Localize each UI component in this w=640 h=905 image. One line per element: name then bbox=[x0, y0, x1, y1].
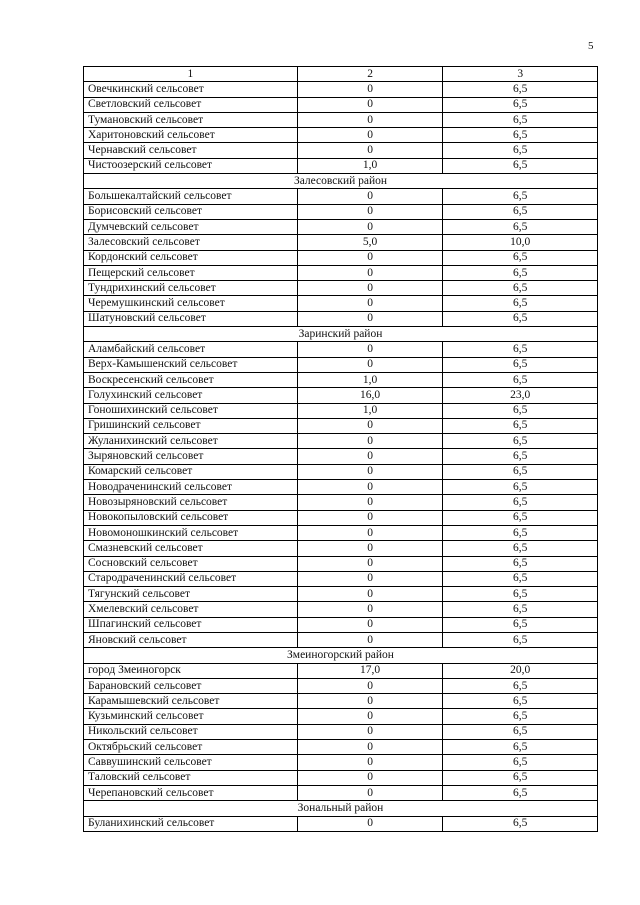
settlement-name-cell: Чистоозерский сельсовет bbox=[84, 158, 298, 173]
column-3-value-cell: 6,5 bbox=[443, 112, 598, 127]
settlement-name-cell: Залесовский сельсовет bbox=[84, 235, 298, 250]
settlement-name-cell: Овечкинский сельсовет bbox=[84, 82, 298, 97]
settlement-name-cell: Борисовский сельсовет bbox=[84, 204, 298, 219]
settlement-name-cell: Новодраченинский сельсовет bbox=[84, 480, 298, 495]
settlement-name-cell: Гришинский сельсовет bbox=[84, 418, 298, 433]
settlement-name-cell: Гоношихинский сельсовет bbox=[84, 403, 298, 418]
table-row bbox=[84, 250, 598, 265]
settlement-name-cell: Чернавский сельсовет bbox=[84, 143, 298, 158]
settlement-name-cell: Аламбайский сельсовет bbox=[84, 342, 298, 357]
column-2-value-cell: 0 bbox=[297, 112, 443, 127]
column-3-value-cell: 6,5 bbox=[443, 602, 598, 617]
table-row bbox=[84, 265, 598, 280]
column-2-value-cell: 1,0 bbox=[297, 372, 443, 387]
table-row bbox=[84, 632, 598, 647]
settlement-name-cell: город Змеиногорск bbox=[84, 663, 298, 678]
table-row bbox=[84, 541, 598, 556]
settlement-name-cell: Воскресенский сельсовет bbox=[84, 372, 298, 387]
column-2-value-cell: 0 bbox=[297, 709, 443, 724]
settlement-name-cell: Тумановский сельсовет bbox=[84, 112, 298, 127]
district-name: Змеиногорский район bbox=[84, 648, 598, 663]
table-row bbox=[84, 97, 598, 112]
column-3-value-cell: 6,5 bbox=[443, 709, 598, 724]
column-2-value-cell: 0 bbox=[297, 219, 443, 234]
column-2-value-cell: 0 bbox=[297, 556, 443, 571]
column-3-value-cell: 6,5 bbox=[443, 342, 598, 357]
table-row bbox=[84, 372, 598, 387]
settlement-name-cell: Октябрьский сельсовет bbox=[84, 740, 298, 755]
column-2-value-cell: 0 bbox=[297, 82, 443, 97]
settlement-name-cell: Шпагинский сельсовет bbox=[84, 617, 298, 632]
column-3-value-cell: 6,5 bbox=[443, 372, 598, 387]
table-row bbox=[84, 740, 598, 755]
settlement-name-cell: Кордонский сельсовет bbox=[84, 250, 298, 265]
column-3-value-cell: 6,5 bbox=[443, 571, 598, 586]
column-3-value-cell: 6,5 bbox=[443, 464, 598, 479]
table-row bbox=[84, 342, 598, 357]
column-2-value-cell: 0 bbox=[297, 724, 443, 739]
column-3-value-cell: 6,5 bbox=[443, 541, 598, 556]
table-row bbox=[84, 724, 598, 739]
column-3-value-cell: 6,5 bbox=[443, 219, 598, 234]
column-3-value-cell: 6,5 bbox=[443, 495, 598, 510]
column-3-value-cell: 6,5 bbox=[443, 617, 598, 632]
table-row bbox=[84, 311, 598, 326]
table-body bbox=[84, 67, 598, 832]
column-2-value-cell: 5,0 bbox=[297, 235, 443, 250]
column-3-value-cell: 6,5 bbox=[443, 265, 598, 280]
column-3-value-cell: 10,0 bbox=[443, 235, 598, 250]
settlement-name-cell: Черепановский сельсовет bbox=[84, 785, 298, 800]
column-3-value-cell: 6,5 bbox=[443, 556, 598, 571]
column-2-value-cell: 0 bbox=[297, 434, 443, 449]
settlement-name-cell: Новомоношкинский сельсовет bbox=[84, 525, 298, 540]
column-3-value-cell: 6,5 bbox=[443, 785, 598, 800]
column-3-value-cell: 6,5 bbox=[443, 311, 598, 326]
column-2-value-cell: 0 bbox=[297, 816, 443, 831]
column-3-value-cell: 6,5 bbox=[443, 97, 598, 112]
column-3-value-cell: 6,5 bbox=[443, 525, 598, 540]
column-3-value-cell: 6,5 bbox=[443, 587, 598, 602]
column-3-value-cell: 6,5 bbox=[443, 632, 598, 647]
table-row bbox=[84, 434, 598, 449]
table-row bbox=[84, 219, 598, 234]
settlement-name-cell: Тундрихинский сельсовет bbox=[84, 281, 298, 296]
settlement-name-cell: Саввушинский сельсовет bbox=[84, 755, 298, 770]
table-row bbox=[84, 495, 598, 510]
column-2-value-cell: 0 bbox=[297, 189, 443, 204]
column-3-value-cell: 6,5 bbox=[443, 678, 598, 693]
column-3-value-cell: 6,5 bbox=[443, 816, 598, 831]
table-row bbox=[84, 785, 598, 800]
table-row bbox=[84, 617, 598, 632]
column-2-value-cell: 0 bbox=[297, 740, 443, 755]
table-row bbox=[84, 143, 598, 158]
table-row bbox=[84, 388, 598, 403]
settlement-name-cell: Хмелевский сельсовет bbox=[84, 602, 298, 617]
column-2-value-cell: 0 bbox=[297, 571, 443, 586]
settlement-name-cell: Стародраченинский сельсовет bbox=[84, 571, 298, 586]
settlement-name-cell: Буланихинский сельсовет bbox=[84, 816, 298, 831]
column-2-value-cell: 0 bbox=[297, 128, 443, 143]
table-row bbox=[84, 816, 598, 831]
column-3-value-cell: 6,5 bbox=[443, 128, 598, 143]
district-header-row bbox=[84, 174, 598, 189]
column-3-value-cell: 6,5 bbox=[443, 281, 598, 296]
column-3-value-cell: 6,5 bbox=[443, 480, 598, 495]
settlement-name-cell: Шатуновский сельсовет bbox=[84, 311, 298, 326]
column-2-value-cell: 0 bbox=[297, 204, 443, 219]
column-2-value-cell: 0 bbox=[297, 678, 443, 693]
settlement-name-cell: Кузьминский сельсовет bbox=[84, 709, 298, 724]
column-2-value-cell: 0 bbox=[297, 250, 443, 265]
settlement-name-cell: Новозыряновский сельсовет bbox=[84, 495, 298, 510]
column-3-value-cell: 6,5 bbox=[443, 449, 598, 464]
column-3-value-cell: 6,5 bbox=[443, 296, 598, 311]
table-row bbox=[84, 602, 598, 617]
district-header-row bbox=[84, 801, 598, 816]
settlement-name-cell: Никольский сельсовет bbox=[84, 724, 298, 739]
settlement-name-cell: Голухинский сельсовет bbox=[84, 388, 298, 403]
table-row bbox=[84, 663, 598, 678]
table-row bbox=[84, 158, 598, 173]
table-row bbox=[84, 418, 598, 433]
column-2-value-cell: 0 bbox=[297, 770, 443, 785]
district-name: Зональный район bbox=[84, 801, 598, 816]
column-2-value-cell: 16,0 bbox=[297, 388, 443, 403]
table-row bbox=[84, 510, 598, 525]
column-2-value-cell: 0 bbox=[297, 617, 443, 632]
column-3-value-cell: 6,5 bbox=[443, 694, 598, 709]
settlement-name-cell: Карамышевский сельсовет bbox=[84, 694, 298, 709]
column-2-value-cell: 0 bbox=[297, 97, 443, 112]
settlement-name-cell: Сосновский сельсовет bbox=[84, 556, 298, 571]
district-header-row bbox=[84, 327, 598, 342]
column-3-value-cell: 6,5 bbox=[443, 189, 598, 204]
column-2-value-cell: 0 bbox=[297, 357, 443, 372]
column-2-value-cell: 17,0 bbox=[297, 663, 443, 678]
table-row bbox=[84, 571, 598, 586]
table-row bbox=[84, 464, 598, 479]
settlement-name-cell: Новокопыловский сельсовет bbox=[84, 510, 298, 525]
column-3-value-cell: 6,5 bbox=[443, 724, 598, 739]
table-row bbox=[84, 403, 598, 418]
column-2-value-cell: 0 bbox=[297, 587, 443, 602]
settlement-name-cell: Большекалтайский сельсовет bbox=[84, 189, 298, 204]
column-2-value-cell: 1,0 bbox=[297, 158, 443, 173]
column-2-value-cell: 0 bbox=[297, 418, 443, 433]
settlement-name-cell: Барановский сельсовет bbox=[84, 678, 298, 693]
district-header-row bbox=[84, 648, 598, 663]
table-row bbox=[84, 770, 598, 785]
table-row bbox=[84, 296, 598, 311]
district-name: Заринский район bbox=[84, 327, 598, 342]
column-header-3: 3 bbox=[443, 67, 598, 82]
table-row bbox=[84, 204, 598, 219]
column-2-value-cell: 0 bbox=[297, 143, 443, 158]
column-2-value-cell: 0 bbox=[297, 694, 443, 709]
column-2-value-cell: 0 bbox=[297, 785, 443, 800]
column-2-value-cell: 0 bbox=[297, 342, 443, 357]
column-2-value-cell: 0 bbox=[297, 480, 443, 495]
column-3-value-cell: 6,5 bbox=[443, 403, 598, 418]
column-3-value-cell: 20,0 bbox=[443, 663, 598, 678]
column-3-value-cell: 6,5 bbox=[443, 82, 598, 97]
settlement-name-cell: Светловский сельсовет bbox=[84, 97, 298, 112]
settlement-name-cell: Верх-Камышенский сельсовет bbox=[84, 357, 298, 372]
column-3-value-cell: 6,5 bbox=[443, 418, 598, 433]
column-2-value-cell: 1,0 bbox=[297, 403, 443, 418]
table-row bbox=[84, 235, 598, 250]
column-2-value-cell: 0 bbox=[297, 449, 443, 464]
column-2-value-cell: 0 bbox=[297, 311, 443, 326]
table-row bbox=[84, 709, 598, 724]
table-header-row bbox=[84, 67, 598, 82]
settlement-name-cell: Яновский сельсовет bbox=[84, 632, 298, 647]
column-3-value-cell: 6,5 bbox=[443, 755, 598, 770]
column-2-value-cell: 0 bbox=[297, 495, 443, 510]
table-row bbox=[84, 755, 598, 770]
settlement-name-cell: Жуланихинский сельсовет bbox=[84, 434, 298, 449]
column-2-value-cell: 0 bbox=[297, 525, 443, 540]
table-row bbox=[84, 525, 598, 540]
column-2-value-cell: 0 bbox=[297, 541, 443, 556]
table-row bbox=[84, 480, 598, 495]
column-3-value-cell: 6,5 bbox=[443, 250, 598, 265]
column-3-value-cell: 6,5 bbox=[443, 510, 598, 525]
table-row bbox=[84, 128, 598, 143]
column-2-value-cell: 0 bbox=[297, 281, 443, 296]
settlement-name-cell: Харитоновский сельсовет bbox=[84, 128, 298, 143]
column-2-value-cell: 0 bbox=[297, 602, 443, 617]
settlement-name-cell: Черемушкинский сельсовет bbox=[84, 296, 298, 311]
column-3-value-cell: 6,5 bbox=[443, 770, 598, 785]
page-number: 5 bbox=[588, 40, 594, 52]
column-3-value-cell: 23,0 bbox=[443, 388, 598, 403]
settlement-name-cell: Пещерский сельсовет bbox=[84, 265, 298, 280]
column-header-2: 2 bbox=[297, 67, 443, 82]
table-row bbox=[84, 82, 598, 97]
column-2-value-cell: 0 bbox=[297, 296, 443, 311]
column-2-value-cell: 0 bbox=[297, 632, 443, 647]
settlement-name-cell: Зыряновский сельсовет bbox=[84, 449, 298, 464]
settlement-name-cell: Думчевский сельсовет bbox=[84, 219, 298, 234]
column-2-value-cell: 0 bbox=[297, 755, 443, 770]
column-3-value-cell: 6,5 bbox=[443, 357, 598, 372]
table-row bbox=[84, 556, 598, 571]
table-row bbox=[84, 694, 598, 709]
table-row bbox=[84, 112, 598, 127]
table-row bbox=[84, 357, 598, 372]
settlement-name-cell: Смазневский сельсовет bbox=[84, 541, 298, 556]
data-table bbox=[83, 66, 598, 832]
column-header-1: 1 bbox=[84, 67, 298, 82]
district-name: Залесовский район bbox=[84, 174, 598, 189]
column-3-value-cell: 6,5 bbox=[443, 434, 598, 449]
column-3-value-cell: 6,5 bbox=[443, 143, 598, 158]
column-2-value-cell: 0 bbox=[297, 510, 443, 525]
column-2-value-cell: 0 bbox=[297, 265, 443, 280]
settlement-name-cell: Тягунский сельсовет bbox=[84, 587, 298, 602]
column-3-value-cell: 6,5 bbox=[443, 740, 598, 755]
column-2-value-cell: 0 bbox=[297, 464, 443, 479]
table-row bbox=[84, 281, 598, 296]
table-row bbox=[84, 189, 598, 204]
settlement-name-cell: Комарский сельсовет bbox=[84, 464, 298, 479]
table-row bbox=[84, 678, 598, 693]
column-3-value-cell: 6,5 bbox=[443, 158, 598, 173]
table-row bbox=[84, 587, 598, 602]
column-3-value-cell: 6,5 bbox=[443, 204, 598, 219]
table-row bbox=[84, 449, 598, 464]
settlement-name-cell: Таловский сельсовет bbox=[84, 770, 298, 785]
